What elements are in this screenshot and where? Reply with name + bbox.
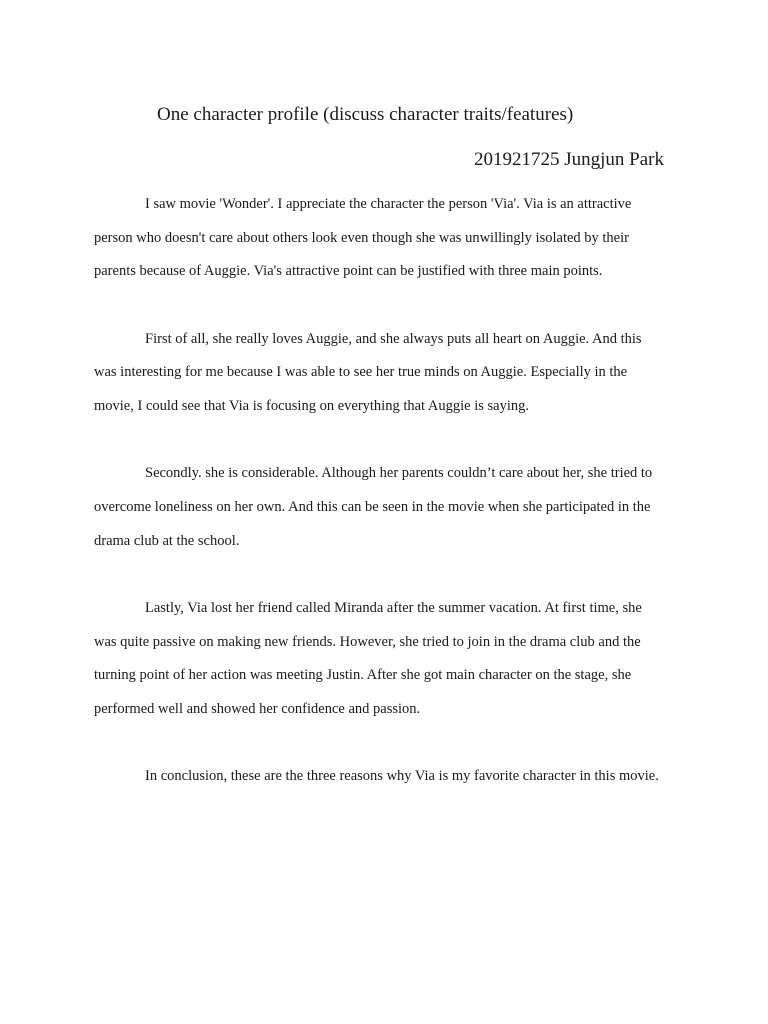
paragraph-third-point: Lastly, Via lost her friend called Miranda after the summer vacation. At first time, she was quite passive on making new friends. However, she tried to join in the drama club and the turning point of her action was meeting Justin. After she got main character on the stage, she performed well and showed her confidence and passion. (94, 599, 642, 717)
author-line: 201921725 Jungjun Park (474, 149, 664, 170)
paragraph-second-point: Secondly. she is considerable. Although her parents couldn’t care about her, she tried to overcome loneliness on her own. And this can be seen in the movie when she participated in the drama club at the school. (94, 465, 653, 549)
document-title: One character profile (discuss character traits/features) (157, 104, 574, 125)
paragraph-conclusion: In conclusion, these are the three reasons why Via is my favorite character in this movie. (145, 768, 659, 785)
paragraph-first-point: First of all, she really loves Auggie, and she always puts all heart on Auggie. And this was interesting for me because I was able to see her true minds on Auggie. Especially in the movie, I could see that Via is focusing on everything that Auggie is saying. (94, 330, 642, 415)
paragraph-intro: I saw movie 'Wonder'. I appreciate the character the person 'Via'. Via is an attractive person who doesn't care about others look even though she was unwillingly isolated by their parents because of Auggie. Via's attractive point can be justified with three main points. (94, 196, 632, 280)
document-body (94, 188, 666, 794)
